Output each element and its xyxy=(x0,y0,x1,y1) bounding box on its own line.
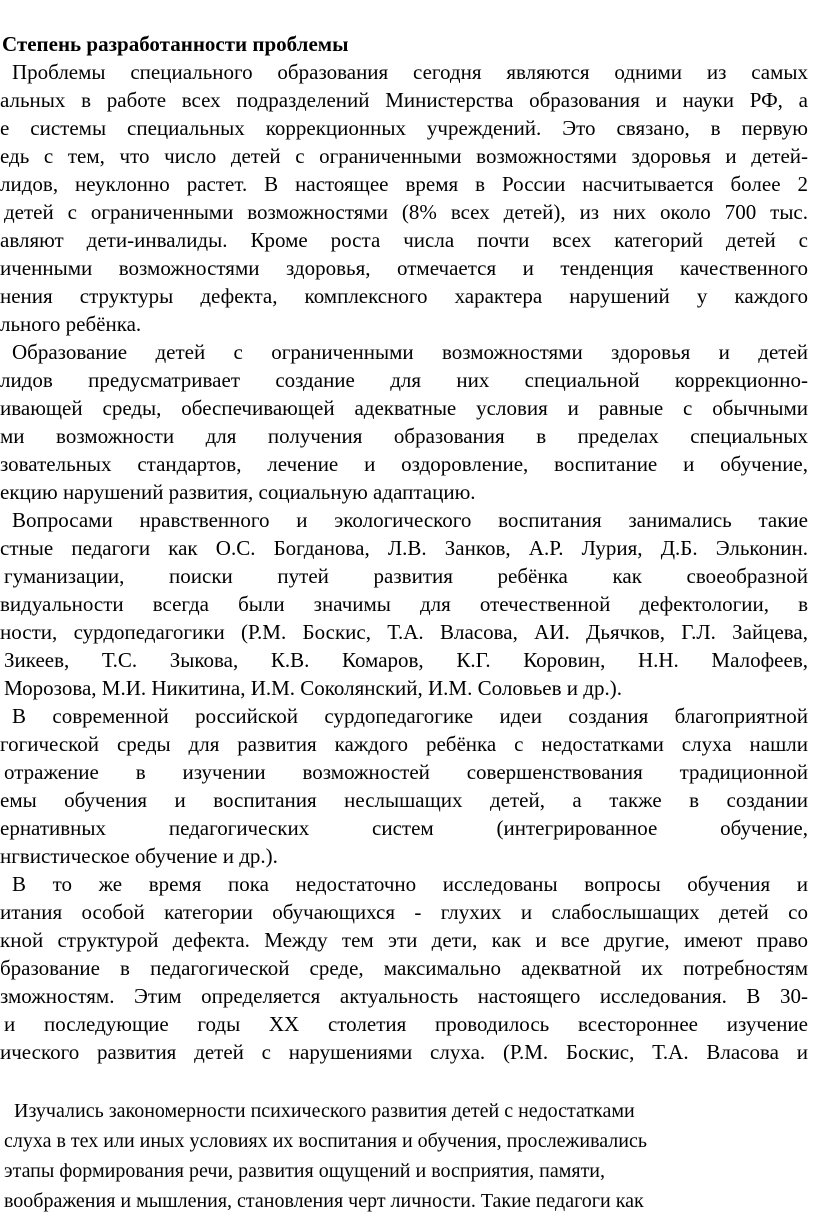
text-line: ернативных педагогических систем (интегрированное обучение, xyxy=(0,816,808,840)
text-line: нения структуры дефекта, комплексного характера нарушений у каждого xyxy=(0,284,808,308)
text-line: Проблемы специального образования сегодня являются одними из самых xyxy=(12,60,808,84)
text-line: стные педагоги как О.С. Богданова, Л.В. Занков, А.Р. Лурия, Д.Б. Эльконин. xyxy=(0,536,808,560)
text-line: ми возможности для получения образования в пределах специальных xyxy=(0,424,808,448)
section-heading: Степень разработанности проблемы xyxy=(2,32,349,56)
text-line: гуманизации, поиски путей развития ребёнка как своеобразной xyxy=(4,564,808,588)
text-line: Вопросами нравственного и экологического воспитания занимались такие xyxy=(12,508,808,532)
text-line: лидов, неуклонно растет. В настоящее время в России насчитывается более 2 xyxy=(0,172,808,196)
text-line: Морозова, М.И. Никитина, И.М. Соколянский, И.М. Соловьев и др.). xyxy=(4,676,622,700)
text-line: льного ребёнка. xyxy=(0,312,142,336)
text-line: зможностям. Этим определяется актуальность настоящего исследования. В 30- xyxy=(0,984,808,1008)
text-line: Образование детей с ограниченными возможностями здоровья и детей xyxy=(12,340,808,364)
text-line: гогической среды для развития каждого ребёнка с недостатками слуха нашли xyxy=(0,732,808,756)
text-line: иченными возможностями здоровья, отмечается и тенденция качественного xyxy=(0,256,808,280)
text-line: нгвистическое обучение и др.). xyxy=(0,844,278,868)
text-line: детей с ограниченными возможностями (8% всех детей), из них около 700 тыс. xyxy=(4,200,808,224)
text-line: авляют дети-инвалиды. Кроме роста числа почти всех категорий детей с xyxy=(0,228,808,252)
text-line: емы обучения и воспитания неслышащих детей, а также в создании xyxy=(0,788,808,812)
text-line: ивающей среды, обеспечивающей адекватные условия и равные с обычными xyxy=(0,396,808,420)
text-line: и последующие годы XX столетия проводилось всестороннее изучение xyxy=(4,1012,808,1036)
text-line: е системы специальных коррекционных учреждений. Это связано, в первую xyxy=(0,116,808,140)
text-line: альных в работе всех подразделений Министерства образования и науки РФ, а xyxy=(0,88,808,112)
text-line: итания особой категории обучающихся - глухих и слабослышащих детей со xyxy=(0,900,808,924)
text-line: этапы формирования речи, развития ощущений и восприятия, памяти, xyxy=(4,1160,606,1182)
text-line: екцию нарушений развития, социальную адаптацию. xyxy=(0,480,476,504)
text-line: едь с тем, что число детей с ограниченными возможностями здоровья и детей- xyxy=(0,144,808,168)
text-line: ности, сурдопедагогики (Р.М. Боскис, Т.А. Власова, АИ. Дьячков, Г.Л. Зайцева, xyxy=(0,620,808,644)
text-line: слуха в тех или иных условиях их воспитания и обучения, прослеживались xyxy=(4,1130,647,1152)
text-line: кной структурой дефекта. Между тем эти дети, как и все другие, имеют право xyxy=(0,928,808,952)
text-line: отражение в изучении возможностей совершенствования традиционной xyxy=(4,760,808,784)
text-line: зовательных стандартов, лечение и оздоровление, воспитание и обучение, xyxy=(0,452,808,476)
text-line: видуальности всегда были значимы для отечественной дефектологии, в xyxy=(0,592,808,616)
text-line: В современной российской сурдопедагогике идеи создания благоприятной xyxy=(12,704,808,728)
text-line: ического развития детей с нарушениями слуха. (Р.М. Боскис, Т.А. Власова и xyxy=(0,1040,808,1064)
text-line: бразование в педагогической среде, максимально адекватной их потребностям xyxy=(0,956,808,980)
text-line: В то же время пока недостаточно исследованы вопросы обучения и xyxy=(12,872,808,896)
text-line: лидов предусматривает создание для них специальной коррекционно- xyxy=(0,368,808,392)
text-line: Зикеев, Т.С. Зыкова, К.В. Комаров, К.Г. Коровин, Н.Н. Малофеев, xyxy=(4,648,808,672)
text-line: Изучались закономерности психического развития детей с недостатками xyxy=(14,1100,635,1122)
text-line: воображения и мышления, становления черт личности. Такие педагоги как xyxy=(4,1190,644,1212)
